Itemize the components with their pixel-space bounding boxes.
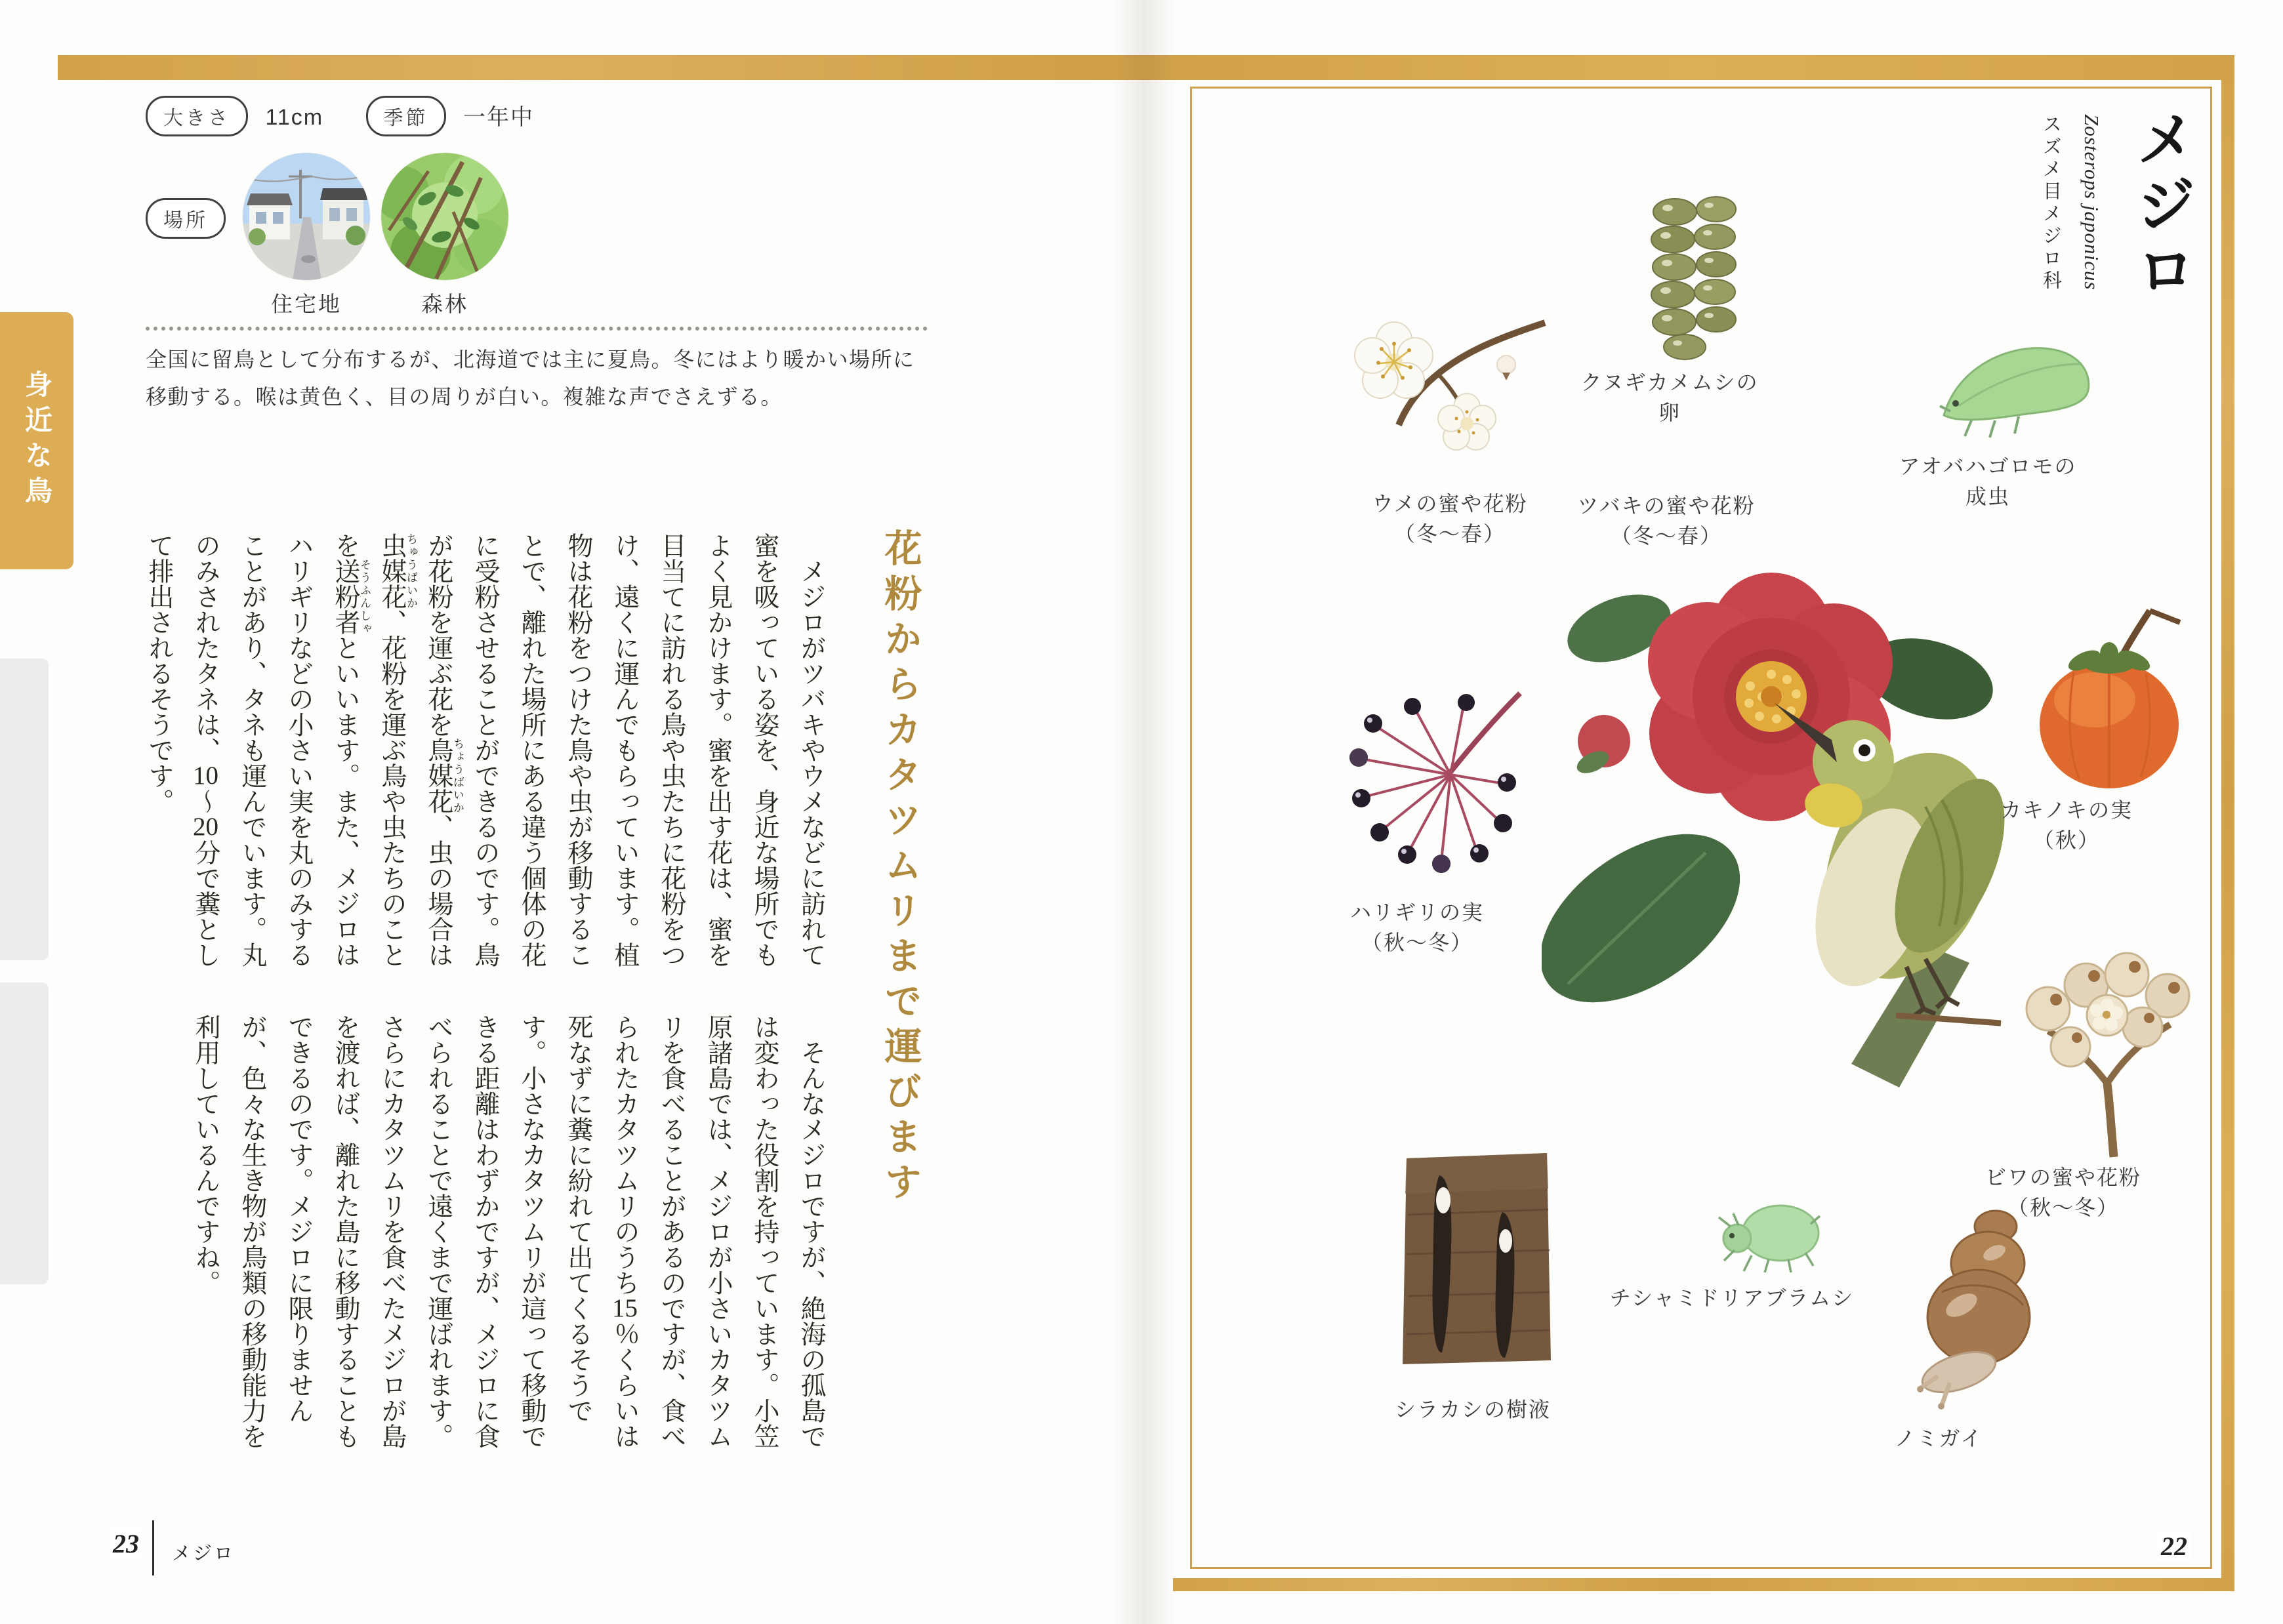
species-latin-name: Zosterops japonicus — [2080, 114, 2103, 291]
habitat-label-text: 森林 — [421, 292, 468, 316]
residential-illustration — [243, 153, 370, 280]
sidebar-tab-category — [0, 312, 73, 569]
species-description: 全国に留鳥として分布するが、北海道では主に夏鳥。冬にはより暖かい場所に移動する。喉は黄色く、目の周りが白い。複雑な声でさえずる。 — [146, 348, 915, 409]
food-label-snail — [1840, 1423, 2037, 1453]
size-row — [146, 96, 534, 136]
habitat-image-residential — [243, 153, 370, 280]
food-label-line: ウメの蜜や花粉 — [1372, 492, 1528, 516]
harigiri-berries-illustration — [1335, 685, 1532, 892]
plum-blossom-illustration — [1338, 302, 1555, 485]
sidebar-tab-label: 身近な鳥 — [22, 370, 52, 512]
food-label-line: ノミガイ — [1894, 1427, 1983, 1450]
species-taxonomy: スズメ目メジロ科 — [2040, 114, 2061, 293]
loquat-flowers-illustration — [2007, 931, 2204, 1161]
food-label-line: アオバハゴロモの — [1899, 455, 2077, 478]
habitat-label-text: 住宅地 — [271, 292, 342, 316]
footer-species-title: メジロ — [172, 1543, 236, 1564]
habitat-label-forest — [381, 287, 508, 318]
right-page-number: 22 — [2157, 1531, 2191, 1562]
food-label-plum — [1351, 489, 1548, 549]
planthopper-illustration — [1932, 338, 2096, 443]
bottom-border-bar — [1173, 1578, 2234, 1591]
aphid-illustration — [1712, 1195, 1830, 1274]
kunugi-stinkbug-eggs-illustration — [1645, 193, 1744, 363]
food-label-line: ツバキの蜜や花粉 — [1577, 494, 1756, 518]
right-border-bar — [2221, 55, 2234, 1591]
food-label-line: チシャミドリアブラムシ — [1609, 1286, 1855, 1310]
food-label-line: クヌギカメムシの卵 — [1580, 371, 1759, 424]
food-label-line: （秋〜冬） — [2007, 1196, 2119, 1219]
page-gutter-shadow — [1114, 0, 1174, 1624]
oak-bark-sap-illustration — [1399, 1149, 1555, 1369]
footer-divider — [152, 1520, 154, 1575]
habitat-image-forest — [381, 153, 508, 280]
food-label-oak-sap — [1358, 1394, 1588, 1425]
article-title: 花粉からカタツムリまで運びます — [879, 529, 920, 1208]
food-label-line: シラカシの樹液 — [1394, 1398, 1551, 1421]
article-paragraph-2: そんなメジロですが、絶海の孤島では変わった役割を持っています。小笠原諸島では、メジロが小さいカタツムリを食べることがあるのですが、食べられたカタツムリのうち15％くらいは死なずに糞に紛れて出てくるそうです。小さなカタツムリが這って移動できる距離はわずかですが、メジロに食べられることで遠くまで運ばれます。さらにカタツムリを食べたメジロが島を渡れば、離れた島に移動することもできるのです。メジロに限りませんが、色々な生き物が鳥類の移動能力を利用しているんですね。 — [192, 1014, 825, 1449]
food-label-line: （冬〜春） — [1393, 522, 1506, 546]
sidebar-tab-inactive-2 — [0, 983, 49, 1284]
food-label-line: ビワの蜜や花粉 — [1985, 1166, 2141, 1189]
food-label-aphid — [1584, 1283, 1880, 1313]
food-label-loquat — [1958, 1162, 2168, 1223]
season-badge: 季節 — [366, 96, 446, 136]
food-label-camellia — [1565, 491, 1768, 551]
food-label-line: （冬〜春） — [1610, 524, 1722, 548]
season-value: 一年中 — [463, 105, 534, 130]
size-badge: 大きさ — [146, 96, 248, 136]
size-value: 11cm — [265, 105, 324, 130]
food-label-planthopper — [1876, 451, 2099, 512]
place-badge: 場所 — [146, 198, 226, 239]
food-label-harigiri — [1319, 897, 1515, 958]
article-paragraph-1: メジロがツバキやウメなどに訪れて蜜を吸っている姿を、身近な場所でもよく見かけます。蜜を出す花は、蜜を目当てに訪れる鳥や虫たちに花粉をつけ、遠くに運んでもらっています。植物は花粉をつけた鳥や虫が移動することで、離れた場所にある違う個体の花に受粉させることができるのです。鳥が花粉を運ぶ花を鳥媒花ちょうばいか、虫の場合は虫媒花ちゅうばいか、花粉を運ぶ鳥や虫たちのことを送粉者そうふんしゃといいます。また、メジロはハリギリなどの小さい実を丸のみすることがあり、タネも運んでいます。丸のみされたタネは、10〜20分で糞として排出されるそうです。 — [145, 533, 825, 967]
snail-illustration — [1916, 1207, 2040, 1417]
forest-illustration — [381, 153, 508, 280]
food-label-line: 成虫 — [1965, 485, 2010, 508]
food-label-line: （秋） — [2032, 828, 2100, 852]
food-label-line: ハリギリの実 — [1349, 901, 1484, 924]
food-label-kunugi-eggs — [1571, 367, 1768, 428]
species-name: メジロ — [2128, 108, 2194, 304]
food-label-persimmon — [1968, 795, 2165, 855]
left-page-number: 23 — [109, 1528, 143, 1559]
habitat-label-residential — [243, 287, 370, 318]
camellia-and-whiteeye-bird-illustration — [1542, 525, 2040, 1148]
sidebar-tab-inactive-1 — [0, 659, 49, 960]
persimmon-illustration — [2011, 600, 2201, 794]
food-label-line: カキノキの実 — [2000, 798, 2133, 822]
header-divider — [146, 327, 928, 331]
food-label-line: （秋〜冬） — [1361, 931, 1473, 954]
